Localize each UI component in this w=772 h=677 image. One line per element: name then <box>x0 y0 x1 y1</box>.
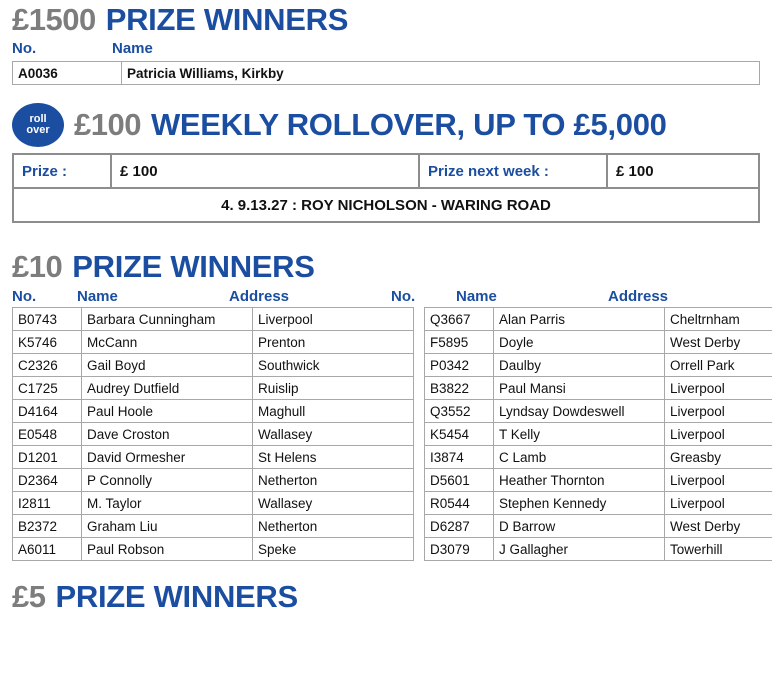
prize-1500-title: PRIZE WINNERS <box>106 2 348 38</box>
cell-no: A6011 <box>13 538 82 561</box>
cell-name: Paul Robson <box>82 538 253 561</box>
column-gap <box>414 446 425 469</box>
cell-name: M. Taylor <box>82 492 253 515</box>
cell-no: C1725 <box>13 377 82 400</box>
prize-10-heading <box>12 249 760 285</box>
cell-name: D Barrow <box>494 515 665 538</box>
cell-name: Paul Hoole <box>82 400 253 423</box>
table-row <box>13 538 772 561</box>
rollover-badge-icon <box>12 103 64 147</box>
table-row <box>13 515 772 538</box>
cell-address: West Derby <box>665 331 772 354</box>
cell-no: I2811 <box>13 492 82 515</box>
column-gap <box>414 469 425 492</box>
rollover-badge-line1: roll <box>29 114 46 125</box>
rollover-amount: £100 <box>74 107 141 143</box>
column-gap <box>414 492 425 515</box>
cell-no: D1201 <box>13 446 82 469</box>
label-address-right: Address <box>608 288 668 305</box>
prize-10-amount: £10 <box>12 249 62 285</box>
table-row <box>13 469 772 492</box>
cell-name: Heather Thornton <box>494 469 665 492</box>
rollover-badge-line2: over <box>26 125 49 136</box>
cell-address: Liverpool <box>253 308 414 331</box>
label-name-right: Name <box>456 288 608 305</box>
cell-no: Q3667 <box>425 308 494 331</box>
cell-no: D6287 <box>425 515 494 538</box>
table-row <box>13 62 760 85</box>
cell-no: B0743 <box>13 308 82 331</box>
cell-address: Greasby <box>665 446 772 469</box>
cell-address: Liverpool <box>665 377 772 400</box>
cell-address: West Derby <box>665 515 772 538</box>
cell-name: Doyle <box>494 331 665 354</box>
cell-name: J Gallagher <box>494 538 665 561</box>
cell-name: Lyndsay Dowdeswell <box>494 400 665 423</box>
prize-5-amount: £5 <box>12 579 45 615</box>
cell-address: Prenton <box>253 331 414 354</box>
cell-name: Barbara Cunningham <box>82 308 253 331</box>
cell-address: Wallasey <box>253 492 414 515</box>
cell-name: Alan Parris <box>494 308 665 331</box>
cell-address: Netherton <box>253 515 414 538</box>
cell-address: Speke <box>253 538 414 561</box>
cell-no: C2326 <box>13 354 82 377</box>
cell-prize-label: Prize : <box>13 154 111 188</box>
table-row <box>13 400 772 423</box>
cell-next-week-label: Prize next week : <box>419 154 607 188</box>
prize-5-title: PRIZE WINNERS <box>55 579 297 615</box>
cell-no: B3822 <box>425 377 494 400</box>
cell-no: D5601 <box>425 469 494 492</box>
prize-1500-column-labels <box>12 40 760 57</box>
newsletter-page <box>0 2 772 677</box>
cell-no: K5454 <box>425 423 494 446</box>
cell-no: F5895 <box>425 331 494 354</box>
prize-5-heading <box>12 579 760 615</box>
cell-no: D2364 <box>13 469 82 492</box>
label-no: No. <box>12 40 112 57</box>
cell-address: Liverpool <box>665 400 772 423</box>
cell-no: I3874 <box>425 446 494 469</box>
cell-name: Paul Mansi <box>494 377 665 400</box>
cell-address: St Helens <box>253 446 414 469</box>
table-row <box>13 154 759 188</box>
cell-address: Maghull <box>253 400 414 423</box>
label-name: Name <box>112 40 153 57</box>
label-name-left: Name <box>77 288 229 305</box>
cell-name: T Kelly <box>494 423 665 446</box>
cell-name: C Lamb <box>494 446 665 469</box>
cell-address: Netherton <box>253 469 414 492</box>
table-row <box>13 331 772 354</box>
cell-address: Liverpool <box>665 492 772 515</box>
cell-name: McCann <box>82 331 253 354</box>
cell-name: Dave Croston <box>82 423 253 446</box>
cell-rollover-note: 4. 9.13.27 : ROY NICHOLSON - WARING ROAD <box>13 188 759 222</box>
table-row <box>13 423 772 446</box>
column-gap <box>414 354 425 377</box>
column-gap <box>414 377 425 400</box>
cell-name: Stephen Kennedy <box>494 492 665 515</box>
cell-no: K5746 <box>13 331 82 354</box>
cell-address: Orrell Park <box>665 354 772 377</box>
label-no-left: No. <box>12 288 77 305</box>
rollover-table <box>12 153 760 189</box>
cell-name: Audrey Dutfield <box>82 377 253 400</box>
cell-address: Liverpool <box>665 469 772 492</box>
table-row <box>13 188 759 222</box>
column-gap <box>414 423 425 446</box>
column-gap <box>414 538 425 561</box>
cell-name: Graham Liu <box>82 515 253 538</box>
cell-no: R0544 <box>425 492 494 515</box>
table-row <box>13 354 772 377</box>
prize-1500-amount: £1500 <box>12 2 96 38</box>
cell-address: Ruislip <box>253 377 414 400</box>
cell-address: Southwick <box>253 354 414 377</box>
rollover-note-table <box>12 187 760 223</box>
cell-no: D3079 <box>425 538 494 561</box>
column-gap <box>414 400 425 423</box>
prize-10-column-labels <box>12 288 760 305</box>
cell-no: E0548 <box>13 423 82 446</box>
cell-no: D4164 <box>13 400 82 423</box>
cell-next-week-value: £ 100 <box>607 154 759 188</box>
rollover-title: WEEKLY ROLLOVER, UP TO £5,000 <box>151 107 667 143</box>
column-gap <box>414 515 425 538</box>
cell-no: A0036 <box>13 62 122 85</box>
cell-no: B2372 <box>13 515 82 538</box>
cell-address: Towerhill <box>665 538 772 561</box>
cell-name: David Ormesher <box>82 446 253 469</box>
cell-address: Cheltrnham <box>665 308 772 331</box>
rollover-heading <box>12 103 760 147</box>
cell-address: Wallasey <box>253 423 414 446</box>
prize-1500-table <box>12 61 760 85</box>
table-row <box>13 446 772 469</box>
table-row <box>13 308 772 331</box>
prize-10-title: PRIZE WINNERS <box>72 249 314 285</box>
label-address-left: Address <box>229 288 391 305</box>
prize-10-table <box>12 307 772 561</box>
prize-1500-heading <box>12 2 760 38</box>
column-gap <box>414 308 425 331</box>
table-row <box>13 377 772 400</box>
cell-no: P0342 <box>425 354 494 377</box>
cell-name: P Connolly <box>82 469 253 492</box>
cell-prize-value: £ 100 <box>111 154 419 188</box>
label-no-right: No. <box>391 288 456 305</box>
column-gap <box>414 331 425 354</box>
cell-name: Patricia Williams, Kirkby <box>122 62 760 85</box>
cell-name: Gail Boyd <box>82 354 253 377</box>
cell-name: Daulby <box>494 354 665 377</box>
cell-no: Q3552 <box>425 400 494 423</box>
table-row <box>13 492 772 515</box>
cell-address: Liverpool <box>665 423 772 446</box>
